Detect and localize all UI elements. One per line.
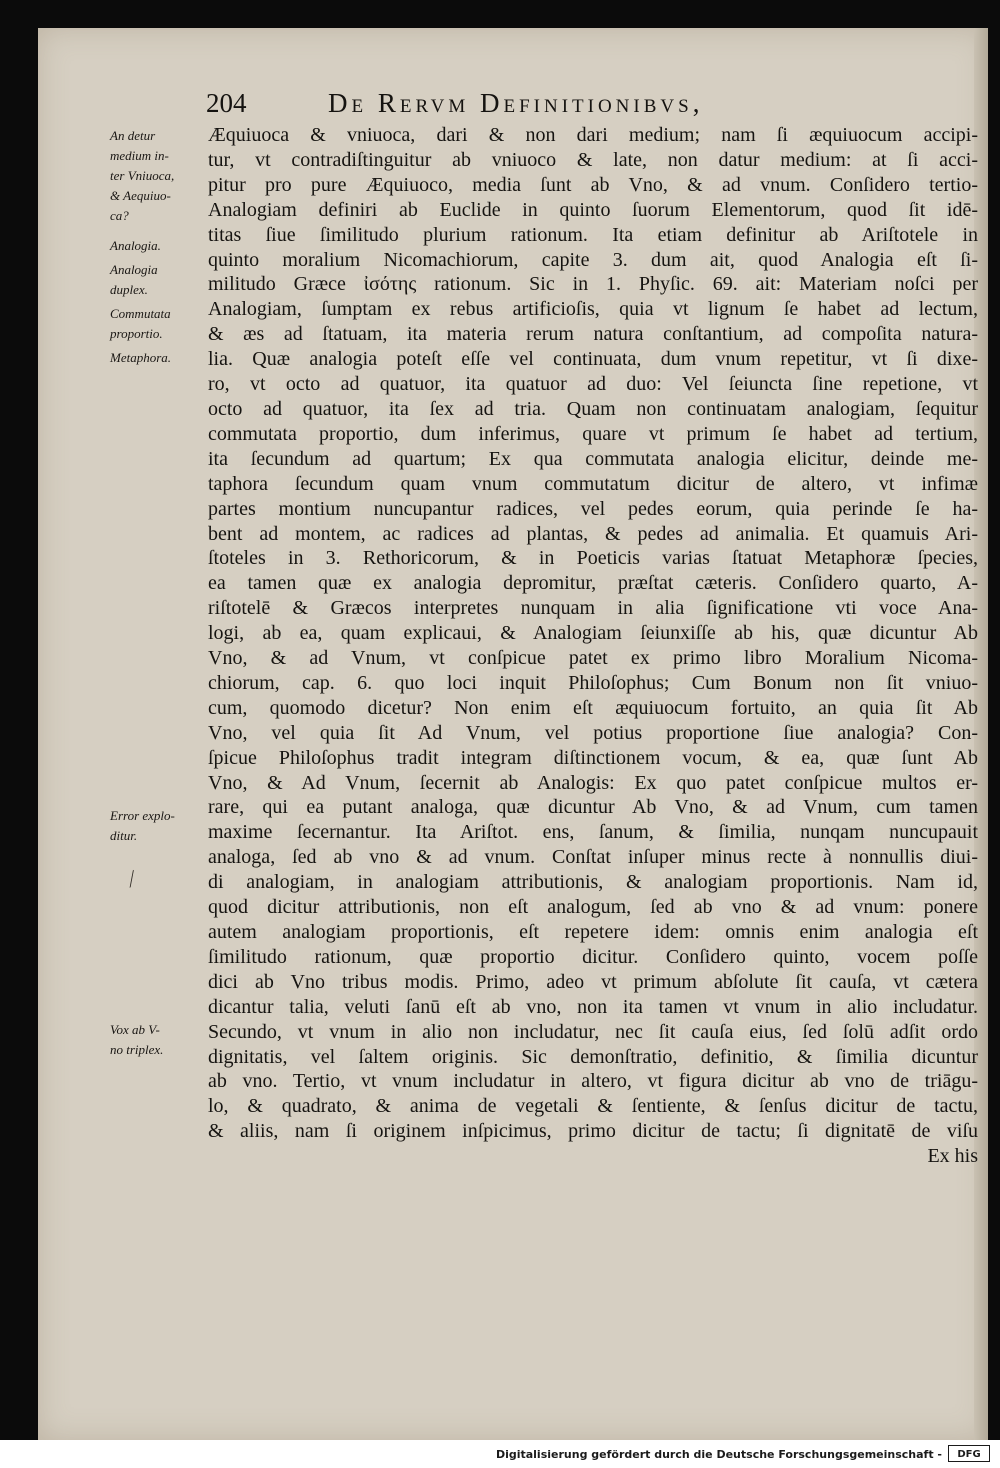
body-line: commutata proportio, dum inferimus, quare vt primum ſe habet ad tertium, [208, 422, 978, 445]
margin-note-line: Metaphora. [110, 350, 172, 365]
book-page [38, 28, 988, 1440]
body-line: dicantur talia, veluti ſanū eſt ab vno, non ita tamen vt vnum in alio includatur. [208, 995, 978, 1018]
body-line: dignitatis, vel ſaltem originis. Sic demonſtratio, definitio, & ſimilia dicuntur [208, 1045, 978, 1068]
body-line: militudo Græce ἰσότης rationum. Sic in 1. Phyſic. 69. ait: Materiam noſci per [208, 273, 978, 296]
body-line: Analogiam definiri ab Euclide in quinto ſuorum Elementorum, quod ſit idē- [208, 198, 978, 221]
dfg-logo: DFG [948, 1445, 990, 1462]
body-line: cum, quomodo dicetur? Non enim eſt æquiuocum fortuito, an quia ſit Ab [208, 696, 978, 719]
body-line: Secundo, vt vnum in alio non includatur, nec ſit cauſa eius, ſed ſolū adſit ordo [208, 1020, 978, 1043]
body-line: & aliis, nam ſi originem inſpicimus, primo dicitur de tactu; ſi dignitatē de viſu [208, 1120, 978, 1143]
margin-note-line: no triplex. [110, 1042, 164, 1057]
body-line: ro, vt octo ad quatuor, ita quatuor ad duo: Vel ſeiuncta ſine repetione, vt [208, 373, 978, 396]
margin-note-line: proportio. [110, 326, 163, 341]
body-line: & æs ad ſtatuam, ita materia rerum natura conſtantium, ad compoſita natura- [208, 323, 978, 346]
body-line: taphora ſecundum quam vnum commutatum dicitur de altero, vt infimæ [208, 472, 978, 495]
body-line: Æquiuoca & vniuoca, dari & non dari medium; nam ſi æquiuocum accipi- [208, 124, 978, 146]
body-line: maxime ſecernantur. Ita Ariſtot. ens, ſanum, & ſimilia, nunqam nuncupauit [208, 821, 978, 844]
margin-note-line: ca? [110, 208, 129, 223]
body-line: tur, vt contradiſtinguitur ab vniuoco & late, non datur medium: at ſi acci- [208, 148, 978, 171]
body-text [208, 123, 978, 1169]
funding-credit: Digitalisierung gefördert durch die Deutsche Forschungsgemeinschaft - [495, 1448, 942, 1461]
body-line: octo ad quatuor, ita ſex ad tria. Quam non continuatam analogiam, ſequitur [208, 397, 978, 420]
margin-note-line: medium in- [110, 148, 169, 163]
body-line: bent ad montem, ac radices ad plantas, & pedes ad animalia. Et quamuis Ari- [208, 522, 978, 545]
body-line: lia. Quæ analogia poteſt eſſe vel continuata, dum vnum repetitur, vt ſi dixe- [208, 348, 978, 371]
body-line: ea tamen quæ ex analogia depromitur, præſtat cæteris. Conſidero quarto, A- [208, 572, 978, 595]
body-line: partes montium nuncupantur radices, vel pedes eorum, quia perinde ſe ha- [208, 497, 978, 520]
body-line: chiorum, cap. 6. quo loci inquit Philoſophus; Cum Bonum non ſit vniuo- [208, 671, 978, 694]
margin-note-line: Analogia. [110, 238, 161, 253]
body-line: autem analogiam proportionis, eſt repetere idem: omnis enim analogia eſt [208, 921, 978, 943]
running-head [206, 88, 966, 124]
body-line: ſtoteles in 3. Rethoricorum, & in Poeticis varias ſtatuat Metaphoræ ſpecies, [208, 547, 978, 570]
body-line: riſtotelē & Græcos interpretes nunquam in alia ſignificatione vti voce Ana- [208, 597, 978, 620]
body-line: dici ab Vno tribus modis. Primo, adeo vt primum abſolute ſit cauſa, vt cætera [208, 970, 978, 993]
body-line: quinto moralium Nicomachiorum, capite 3. dum ait, quod Analogia eſt ſi- [208, 248, 978, 271]
body-line: ita ſecundum ad quartum; Ex qua commutata analogia elicitur, deinde me- [208, 447, 978, 470]
running-head-title: De Rervm Definitionibvs, [328, 88, 704, 118]
body-line: Vno, & Ad Vnum, ſecernit ab Analogis: Ex quo patet conſpicue multos er- [208, 771, 978, 794]
body-line: ſpicue Philoſophus tradit integram diſtinctionem vocum, & ea, quæ ſunt Ab [208, 746, 978, 769]
margin-note-line: Error explo- [110, 808, 175, 823]
margin-note-line: Commutata [110, 306, 171, 321]
body-line: pitur pro pure Æquiuoco, media ſunt ab Vno, & ad vnum. Conſidero tertio- [208, 173, 978, 196]
body-line: logi, ab ea, quam explicaui, & Analogiam ſeiunxiſſe ab his, quæ dicuntur Ab [208, 622, 978, 645]
body-line: titas ſiue ſimilitudo plurium rationum. Ita etiam definitur ab Ariſtotele in [208, 223, 978, 246]
body-line: Analogiam, ſumptam ex rebus artificioſis, quia vt lignum ſe habet ad lectum, [208, 298, 978, 321]
body-line: Ex his [927, 1145, 978, 1168]
margin-note-line: Analogia [110, 262, 158, 277]
body-line: quod dicitur attributionis, non eſt analogum, ſed ab vno & ad vnum: ponere [208, 896, 978, 919]
margin-note-line: ter Vniuoca, [110, 168, 175, 183]
body-line: analoga, ſed ab vno & ad vnum. Conſtat inſuper minus recte à nonnullis diui- [208, 846, 978, 869]
margin-note-line: & Aequiuo- [110, 188, 171, 203]
body-line: lo, & quadrato, & anima de vegetali & ſentiente, & ſenſus dicitur de tactu, [208, 1095, 978, 1118]
body-line: rare, qui ea putant analoga, quæ dicuntur Ab Vno, & ad Vnum, cum tamen [208, 796, 978, 819]
margin-note-line: duplex. [110, 282, 148, 297]
footer-bar [0, 1440, 1000, 1468]
margin-note-line: ditur. [110, 828, 138, 843]
margin-note-line: An detur [110, 128, 156, 143]
margin-note-line: Vox ab V- [110, 1022, 160, 1037]
body-line: ab vno. Tertio, vt vnum includatur in altero, vt figura dicitur ab vno de triāgu- [208, 1070, 978, 1093]
page-number: 204 [206, 88, 247, 118]
body-line: di analogiam, in analogiam attributionis, & analogiam proportionis. Nam id, [208, 871, 978, 894]
body-line: Vno, & ad Vnum, vt conſpicue patet ex primo libro Moralium Nicoma- [208, 647, 978, 670]
pencil-mark-icon: ⁄ [124, 866, 139, 891]
body-line: Vno, vel quia ſit Ad Vnum, vel potius proportione ſiue analogia? Con- [208, 721, 978, 744]
body-line: ſimilitudo rationum, quæ proportio dicitur. Conſidero quinto, vocem poſſe [208, 945, 978, 968]
